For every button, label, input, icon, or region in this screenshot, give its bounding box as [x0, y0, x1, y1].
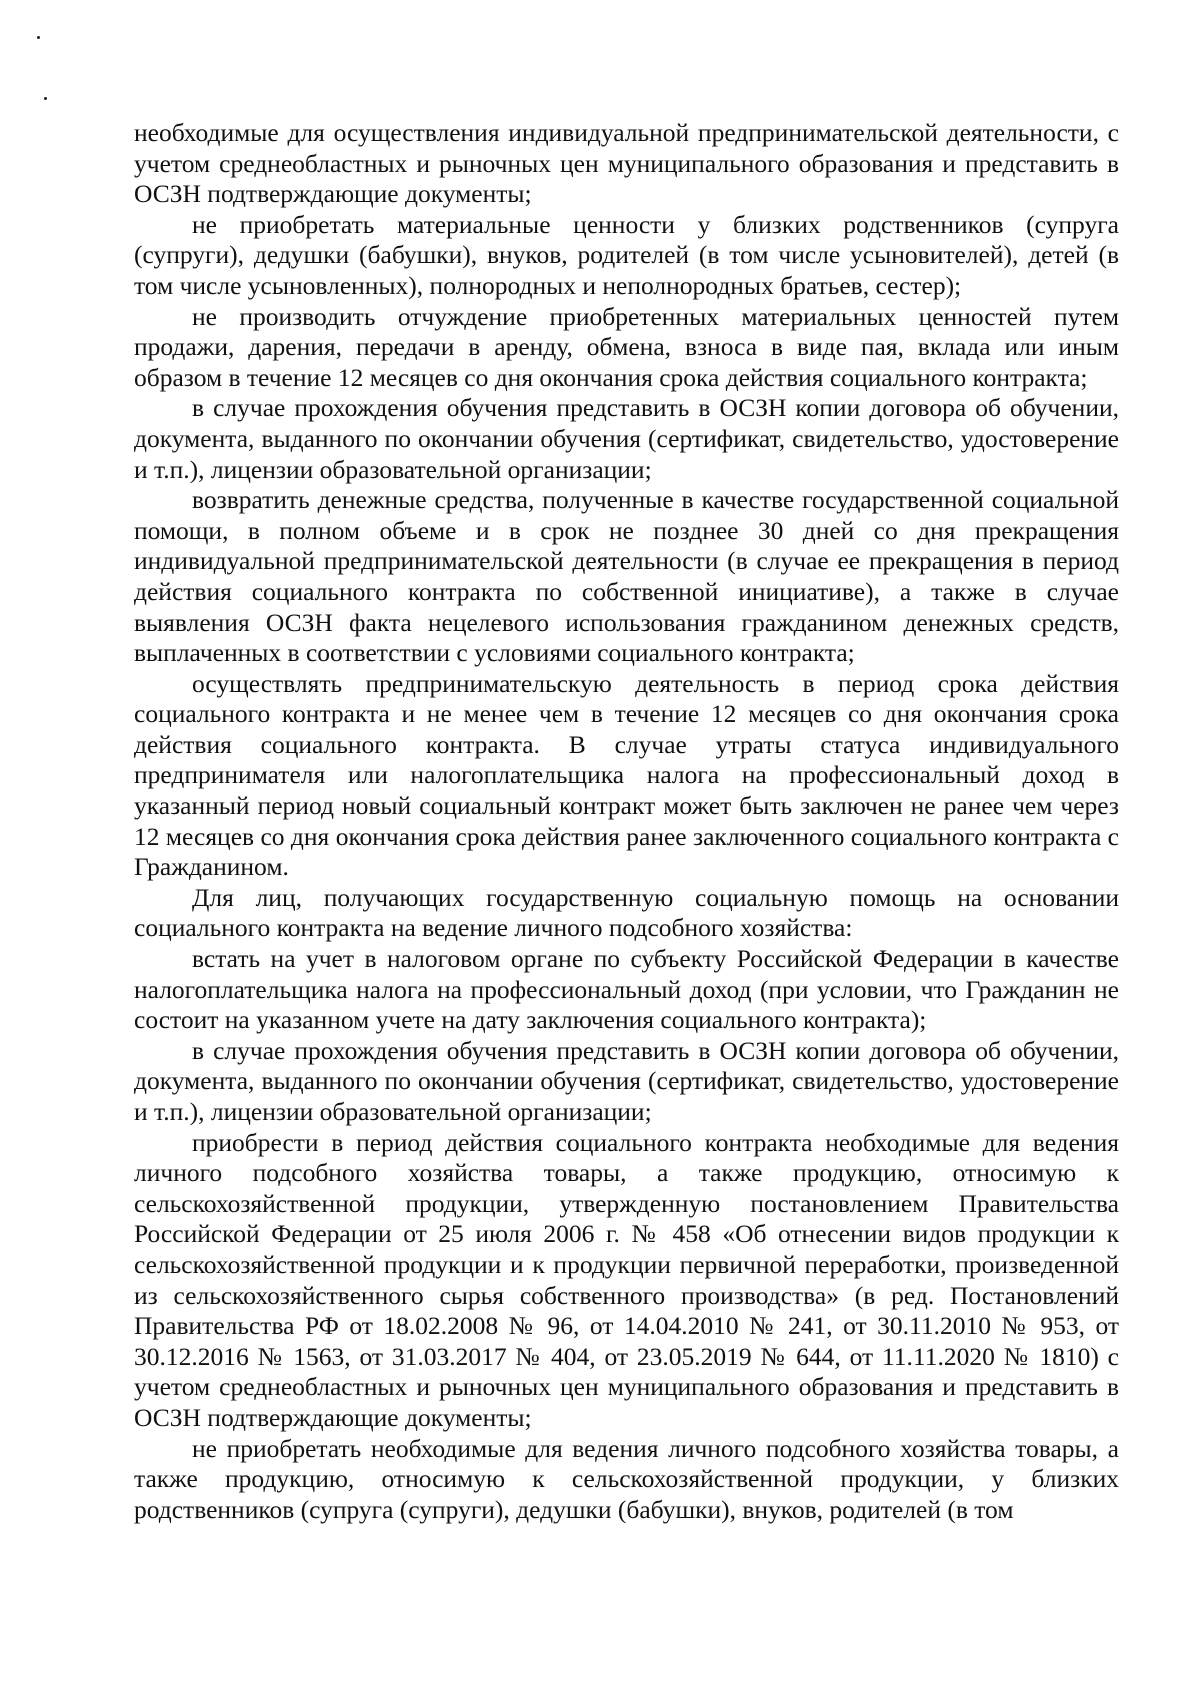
paragraph: Для лиц, получающих государственную социальную помощь на основании социального контракта на ведение личного подсобного хозяйства:: [134, 882, 1119, 943]
paragraph: не производить отчуждение приобретенных материальных ценностей путем продажи, дарения, передачи в аренду, обмена, взноса в виде пая, вклада или иным образом в течение 12 месяцев со дня окончания срока действия социального контракта;: [134, 301, 1119, 392]
paragraph: в случае прохождения обучения представить в ОСЗН копии договора об обучении, документа, выданного по окончании обучения (сертификат, свидетельство, удостоверение и т.п.), лицензии образовательной организации;: [134, 1035, 1119, 1126]
paragraph: приобрести в период действия социального контракта необходимые для ведения личного подсобного хозяйства товары, а также продукцию, относимую к сельскохозяйственной продукции, утвержденную постановлением Правительства Российской Федерации от 25 июля 2006 г. № 458 «Об отнесении видов продукции к сельскохозяйственной продукции и к продукции первичной переработки, произведенной из сельскохозяйственного сырья собственного производства» (в ред. Постановлений Правительства РФ от 18.02.2008 № 96, от 14.04.2010 № 241, от 30.11.2010 № 953, от 30.12.2016 № 1563, от 31.03.2017 № 404, от 23.05.2019 № 644, от 11.11.2020 № 1810) с учетом среднеобластных и рыночных цен муниципального образования и представить в ОСЗН подтверждающие документы;: [134, 1127, 1119, 1432]
paragraph: возвратить денежные средства, полученные в качестве государственной социальной помощи, в полном объеме и в срок не позднее 30 дней со дня прекращения индивидуальной предпринимательской деятельности (в случае ее прекращения в период действия социального контракта по собственной инициативе), а также в случае выявления ОСЗН факта нецелевого использования гражданином денежных средств, выплаченных в соответствии с условиями социального контракта;: [134, 485, 1119, 668]
paragraph: встать на учет в налоговом органе по субъекту Российской Федерации в качестве налогоплательщика налога на профессиональный доход (при условии, что Гражданин не состоит на указанном учете на дату заключения социального контракта);: [134, 944, 1119, 1035]
scan-speck: [37, 36, 40, 39]
scan-speck: [44, 97, 47, 100]
paragraph: осуществлять предпринимательскую деятельность в период срока действия социального контракта и не менее чем в течение 12 месяцев со дня окончания срока действия социального контракта. В случае утраты статуса индивидуального предпринимателя или налогоплательщика налога на профессиональный доход в указанный период новый социальный контракт может быть заключен не ранее чем через 12 месяцев со дня окончания срока действия ранее заключенного социального контракта с Гражданином.: [134, 668, 1119, 882]
paragraph: не приобретать необходимые для ведения личного подсобного хозяйства товары, а также продукцию, относимую к сельскохозяйственной продукции, у близких родственников (супруга (супруги), дедушки (бабушки), внуков, родителей (в том: [134, 1433, 1119, 1524]
document-body: [134, 118, 1119, 1525]
paragraph: необходимые для осуществления индивидуальной предпринимательской деятельности, с учетом среднеобластных и рыночных цен муниципального образования и представить в ОСЗН подтверждающие документы;: [134, 118, 1119, 209]
paragraph: не приобретать материальные ценности у близких родственников (супруга (супруги), дедушки (бабушки), внуков, родителей (в том числе усыновителей), детей (в том числе усыновленных), полнородных и неполнородных братьев, сестер);: [134, 209, 1119, 300]
paragraph: в случае прохождения обучения представить в ОСЗН копии договора об обучении, документа, выданного по окончании обучения (сертификат, свидетельство, удостоверение и т.п.), лицензии образовательной организации;: [134, 393, 1119, 484]
